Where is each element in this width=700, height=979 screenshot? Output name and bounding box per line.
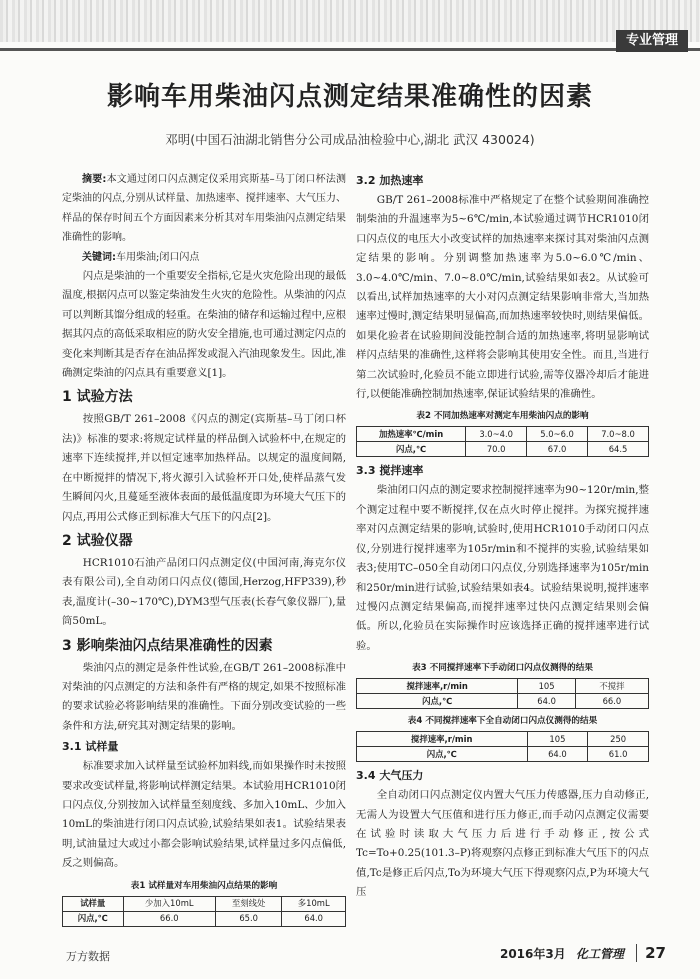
table-cell: 闪点,℃ xyxy=(357,442,466,457)
section-3-4-heading: 3.4 大气压力 xyxy=(356,769,424,783)
footer-issue xyxy=(500,944,666,962)
table-cell: 搅拌速率,r/min xyxy=(357,732,528,747)
section-2-text: HCR1010石油产品闭口闪点测定仪(中国河南,海克尔仪表有限公司),全自动闭口闪点仪(德国,Herzog,HFP339),秒表,温度计(–30~170℃),DYM3型气压表(长春气象仪器厂),量筒50mL。 xyxy=(62,556,346,628)
section-1-heading: 1 试验方法 xyxy=(62,389,133,406)
table-cell: 不搅拌 xyxy=(575,679,648,694)
table-row xyxy=(357,747,649,762)
table-row xyxy=(63,896,346,911)
keywords-text: 车用柴油;闭口闪点 xyxy=(116,251,200,263)
table-cell: 64.5 xyxy=(588,442,649,457)
table-row xyxy=(357,694,649,709)
table-cell: 多10mL xyxy=(282,896,346,911)
table-row xyxy=(63,911,346,926)
article-authors: 邓明(中国石油湖北销售分公司成品油检验中心,湖北 武汉 430024) xyxy=(165,132,535,147)
table-cell: 闪点,℃ xyxy=(357,694,518,709)
table-cell: 65.0 xyxy=(215,911,281,926)
section-3-3-heading: 3.3 搅拌速率 xyxy=(356,464,424,478)
section-2-heading: 2 试验仪器 xyxy=(62,532,133,549)
table-row xyxy=(357,427,649,442)
table-2 xyxy=(356,426,649,457)
section-3-3-text: 柴油闭口闪点的测定要求控制搅拌速率为90~120r/min,整个测定过程中要不断搅拌,仅在点火时停止搅拌。为探究搅拌速率对闪点测定结果的影响,试验时,使用HCR1010手动闭口闪点仪,分别进行搅拌速率为105r/min和不搅拌的实验,试验结果如表3;使用TC–050全自动闭口闪点仪,分别选择速率为105r/min和250r/min进行试验,试验结果如表4。试验结果说明,搅拌速率过慢闪点测定结果偏高,而搅拌速率过快闪点测定结果则会偏低。所以,化验员在实际操作时应该选择正确的搅拌速率进行试验。 xyxy=(356,484,649,652)
table-cell: 3.0~4.0 xyxy=(466,427,527,442)
table-cell: 7.0~8.0 xyxy=(588,427,649,442)
table-cell: 闪点,℃ xyxy=(357,747,528,762)
section-3-text: 柴油闪点的测定是条件性试验,在GB/T 261–2008标准中对柴油的闪点测定的方法和条件有严格的规定,如果不按照标准的要求试验必将影响结果的准确性。下面分别改变试验的一些条件和方法,研究其对测定结果的影响。 xyxy=(62,661,346,732)
abstract xyxy=(62,170,346,248)
table-2-caption: 表2 不同加热速率对测定车用柴油闪点的影响 xyxy=(416,411,589,422)
table-cell: 搅拌速率,r/min xyxy=(357,679,518,694)
section-1-text: 按照GB/T 261–2008《闪点的测定(宾斯基–马丁闭口杯法)》标准的要求:将规定试样量的样品倒入试验杯中,在规定的速率下连续搅拌,并以恒定速率加热样品。以规定的温度间隔,在中断搅拌的情况下,将火源引入试验杯开口处,使样品蒸气发生瞬间闪火,且蔓延至液体表面的最低温度即为环境大气压下的闪点,再用公式修正到标准大气压下的闪点[2]。 xyxy=(62,413,346,523)
abstract-text: 本文通过闭口闪点测定仪采用宾斯基–马丁闭口杯法测定柴油的闪点,分别从试样量、加热速率、搅拌速率、大气压力、样品的保存时间五个方面因素来分析其对车用柴油闪点测定结果准确性的影响。 xyxy=(62,174,347,244)
intro-paragraph: 闪点是柴油的一个重要安全指标,它是火灾危险出现的最低温度,根据闪点可以鉴定柴油发生火灾的危险性。从柴油的闪点可以判断其馏分组成的轻重。在柴油的储存和运输过程中,应根据其闪点的高低采取相应的防火安全措施,也可通过测定闪点的变化来判断其是否存在油品挥发或混入汽油现象发生。因此,准确测定柴油的闪点具有重要意义[1]。 xyxy=(62,270,346,380)
header-rule xyxy=(0,48,700,51)
table-row xyxy=(357,442,649,457)
table-cell: 70.0 xyxy=(466,442,527,457)
table-cell: 64.0 xyxy=(527,747,588,762)
page-number: 27 xyxy=(636,944,666,962)
table-cell: 66.0 xyxy=(123,911,215,926)
table-3-caption: 表3 不同搅拌速率下手动闭口闪点仪测得的结果 xyxy=(412,663,593,674)
table-4 xyxy=(356,731,649,762)
footer-source: 万方数据 xyxy=(66,950,110,963)
table-cell: 试样量 xyxy=(63,896,124,911)
table-1 xyxy=(62,896,346,927)
section-3-4-text: 全自动闭口闪点测定仪内置大气压力传感器,压力自动修正,无需人为设置大气压值和进行压力修正,而手动闪点测定仪需要在试验时读取大气压力后进行手动修正,按公式Tc=To+0.25(101.3–P)将观察闪点修正到标准大气压下的闪点值,Tc是修正后闪点,To为环境大气压下得观察闪点,P为环境大气压 xyxy=(356,789,649,899)
left-column xyxy=(62,170,346,932)
table-cell: 105 xyxy=(527,732,588,747)
article-title: 影响车用柴油闪点测定结果准确性的因素 xyxy=(106,82,593,112)
section-3-1-heading: 3.1 试样量 xyxy=(62,740,119,754)
footer-date: 2016年3月 xyxy=(499,947,566,961)
table-cell: 5.0~6.0 xyxy=(527,427,588,442)
table-cell: 61.0 xyxy=(588,747,649,762)
table-cell: 64.0 xyxy=(282,911,346,926)
header-texture xyxy=(0,0,700,42)
section-3-2-heading: 3.2 加热速率 xyxy=(356,174,424,187)
table-cell: 少加入10mL xyxy=(123,896,215,911)
table-cell: 250 xyxy=(588,732,649,747)
table-4-caption: 表4 不同搅拌速率下全自动闭口闪点仪测得的结果 xyxy=(407,716,598,727)
table-row xyxy=(357,732,649,747)
table-1-caption: 表1 试样量对车用柴油闪点结果的影响 xyxy=(130,880,278,891)
keywords-label: 关键词: xyxy=(82,251,116,263)
section-3-heading: 3 影响柴油闪点结果准确性的因素 xyxy=(62,637,273,654)
table-cell: 105 xyxy=(518,679,575,694)
table-cell: 64.0 xyxy=(518,694,575,709)
table-cell: 加热速率℃/min xyxy=(357,427,466,442)
right-column xyxy=(356,170,649,903)
table-cell: 67.0 xyxy=(527,442,588,457)
section-3-2-text: GB/T 261–2008标准中严格规定了在整个试验期间准确控制柴油的升温速率为5~6℃/min,本试验通过调节HCR1010闭口闪点仪的电压大小改变试样的加热速率来探讨其对柴油闪点测定结果的影响。分别调整加热速率为5.0~6.0℃/min、3.0~4.0℃/min、7.0~8.0℃/min,试验结果如表2。从试验可以看出,试样加热速率的大小对闪点测定结果影响非常大,当加热速率过慢时,测定结果明显偏高,而加热速率较快时,则结果偏低。如果化验者在试验期间没能控制合适的加热速率,将明显影响试样闪点结果的准确性,这样将会影响其使用安全性。而且,当进行第二次试验时,化验员不能立即进行试验,需等仪器冷却后才能进行,以便能准确控制加热速率,保证试验结果的准确性。 xyxy=(356,194,649,401)
table-3 xyxy=(356,678,649,709)
section-3-1-text: 标准要求加入试样量至试验杯加料线,而如果操作时未按照要求改变试样量,将影响试样测定结果。本试验用HCR1010闭口闪点仪,分别按加入试样量至刻度线、多加入10mL、少加入10mL的柴油进行闭口闪点试验,试验结果如表1。试验结果表明,试油量过大或过小都会影响试验结果,试样量过多闪点偏低,反之则偏高。 xyxy=(62,760,346,870)
table-cell: 至刻线处 xyxy=(215,896,281,911)
abstract-label: 摘要: xyxy=(82,174,107,185)
table-cell: 66.0 xyxy=(575,694,648,709)
keywords xyxy=(62,248,346,267)
footer-journal: 化工管理 xyxy=(575,947,624,961)
section-tag: 专业管理 xyxy=(616,30,688,52)
table-row xyxy=(357,679,649,694)
table-cell: 闪点,℃ xyxy=(63,911,124,926)
